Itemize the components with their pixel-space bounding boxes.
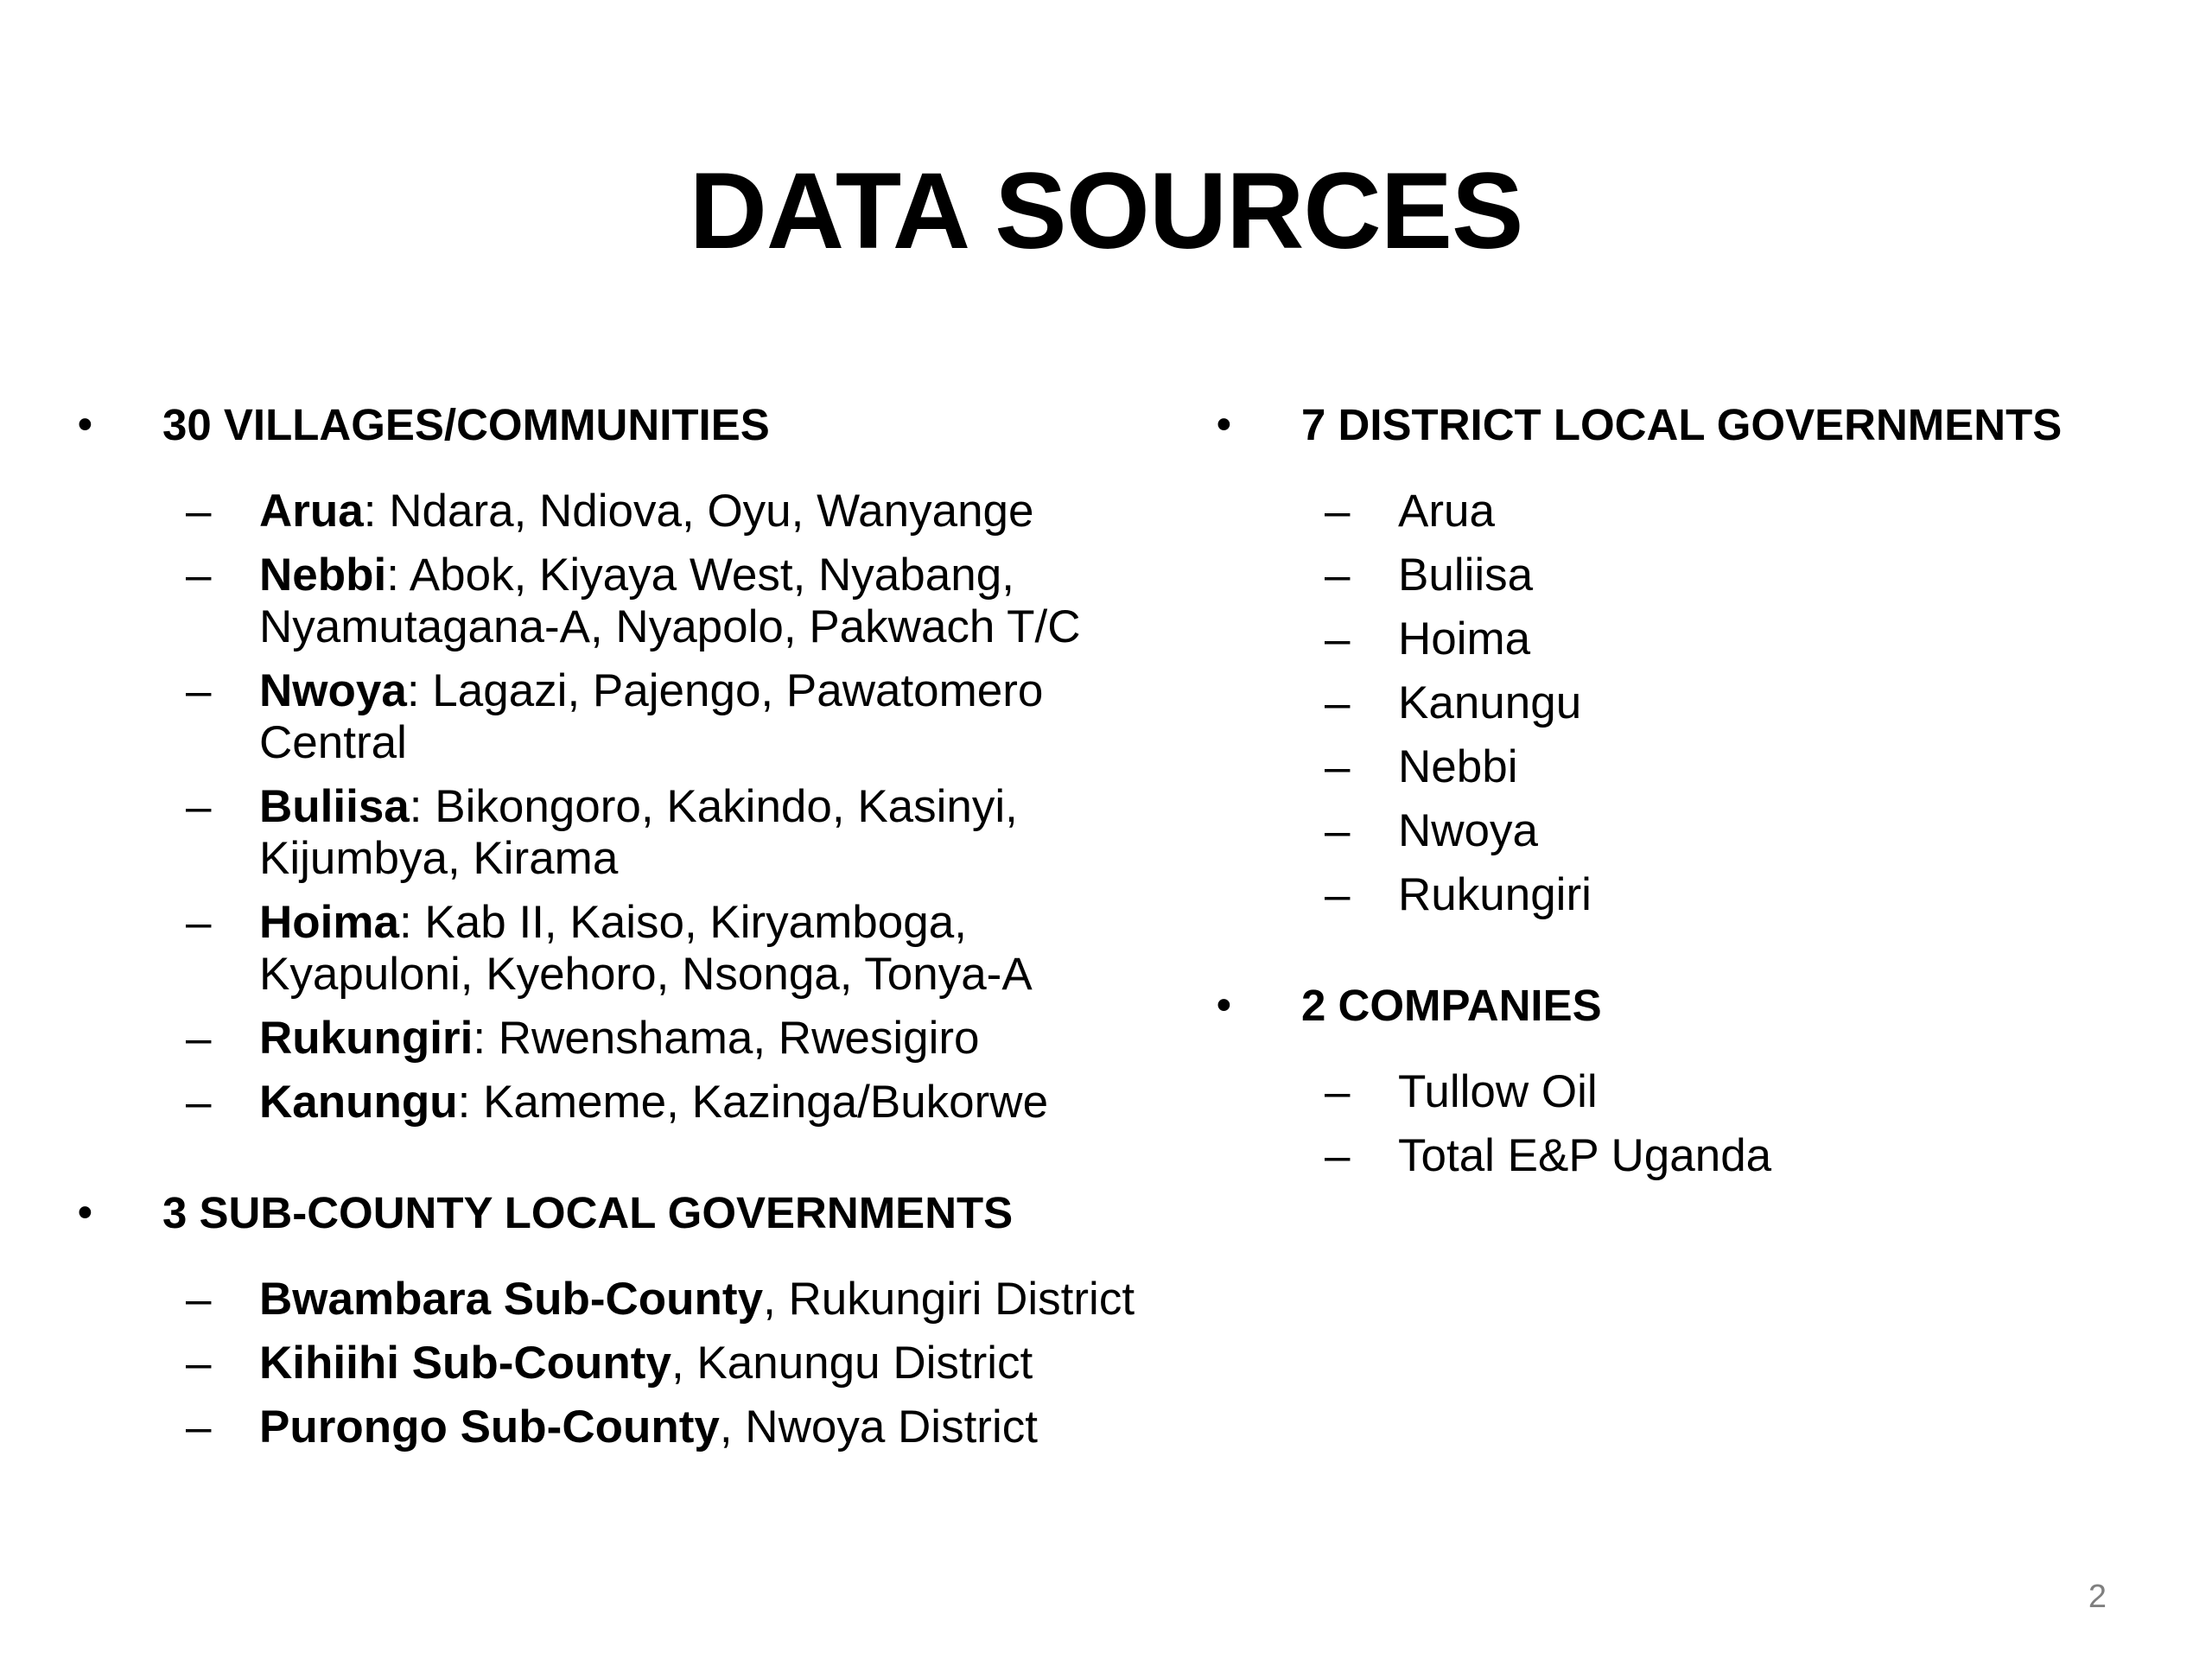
bullet-icon: • (78, 1190, 92, 1236)
dash-icon: – (186, 1274, 212, 1325)
list-item (78, 781, 1192, 885)
right-column (1217, 391, 2167, 1232)
list-item (1217, 550, 2167, 601)
district-name: Hoima (259, 897, 399, 948)
dash-icon: – (1325, 677, 1351, 728)
heading-companies: 2 COMPANIES (1301, 981, 1602, 1030)
dash-icon: – (1325, 869, 1351, 920)
page-number: 2 (2088, 1579, 2107, 1615)
district-name: Nwoya (1398, 805, 1539, 856)
dash-icon: – (1325, 1066, 1351, 1117)
dash-icon: – (186, 1013, 212, 1064)
list-item (78, 1338, 1192, 1389)
district-name: Arua (1398, 486, 1495, 537)
list-item (78, 665, 1192, 769)
village-names: : Kameme, Kazinga/Bukorwe (457, 1077, 1049, 1128)
district-name: Arua (259, 486, 364, 537)
section-heading (1217, 391, 2167, 460)
district-name: Nebbi (1398, 741, 1518, 792)
dash-icon: – (1325, 741, 1351, 792)
heading-villages: 30 VILLAGES/COMMUNITIES (162, 400, 770, 449)
district-name: Rukungiri (259, 1013, 474, 1064)
list-item (1217, 486, 2167, 537)
subcounty-name: Kihiihi Sub-County (259, 1338, 671, 1389)
district-name: Nebbi (259, 550, 387, 601)
left-column (78, 391, 1192, 1503)
list-item (78, 486, 1192, 537)
section-villages (78, 391, 1192, 1128)
list-item (78, 1013, 1192, 1065)
dash-icon: – (1325, 550, 1351, 601)
dash-icon: – (186, 781, 212, 832)
section-companies (1217, 971, 2167, 1182)
dash-icon: – (1325, 486, 1351, 537)
village-names: : Rwenshama, Rwesigiro (473, 1013, 980, 1064)
dash-icon: – (1325, 1130, 1351, 1181)
districts-list (1217, 486, 2167, 921)
village-names: : Lagazi, Pajengo, Pawatomero Central (259, 665, 1044, 768)
section-subcounties (78, 1179, 1192, 1453)
subcounty-name: Bwambara Sub-County (259, 1274, 764, 1325)
dash-icon: – (186, 665, 212, 716)
district-name: Rukungiri (1398, 869, 1592, 920)
list-item (78, 897, 1192, 1001)
district-name: Hoima (1398, 613, 1531, 664)
bullet-icon: • (1217, 982, 1231, 1028)
list-item (78, 1077, 1192, 1128)
dash-icon: – (1325, 805, 1351, 856)
heading-districts: 7 DISTRICT LOCAL GOVERNMENTS (1301, 400, 2063, 449)
dash-icon: – (186, 1077, 212, 1128)
subcounty-district: , Kanungu District (671, 1338, 1033, 1389)
district-name: Buliisa (1398, 550, 1534, 601)
heading-subcounties: 3 SUB-COUNTY LOCAL GOVERNMENTS (162, 1188, 1014, 1237)
list-item (78, 1274, 1192, 1325)
dash-icon: – (186, 897, 212, 948)
dash-icon: – (1325, 613, 1351, 664)
subcounty-district: , Nwoya District (719, 1402, 1038, 1452)
list-item (1217, 869, 2167, 921)
list-item (1217, 677, 2167, 729)
section-heading (78, 391, 1192, 460)
villages-list (78, 486, 1192, 1128)
bullet-icon: • (1217, 402, 1231, 448)
slide-title: DATA SOURCES (689, 151, 1523, 271)
list-item (78, 1402, 1192, 1453)
section-heading (78, 1179, 1192, 1248)
dash-icon: – (186, 486, 212, 537)
dash-icon: – (186, 550, 212, 601)
village-names: : Ndara, Ndiova, Oyu, Wanyange (363, 486, 1034, 537)
section-districts (1217, 391, 2167, 921)
bullet-icon: • (78, 402, 92, 448)
list-item (1217, 741, 2167, 793)
subcounty-name: Purongo Sub-County (259, 1402, 720, 1452)
dash-icon: – (186, 1402, 212, 1452)
dash-icon: – (186, 1338, 212, 1389)
district-name: Kanungu (1398, 677, 1582, 728)
district-name: Nwoya (259, 665, 407, 716)
company-name: Tullow Oil (1398, 1066, 1598, 1117)
subcounties-list (78, 1274, 1192, 1453)
section-heading (1217, 971, 2167, 1040)
village-names: : Kab II, Kaiso, Kiryamboga, Kyapuloni, Kyehoro, Nsonga, Tonya-A (259, 897, 1033, 1000)
list-item (1217, 1130, 2167, 1182)
company-name: Total E&P Uganda (1398, 1130, 1772, 1181)
companies-list (1217, 1066, 2167, 1182)
village-names: : Abok, Kiyaya West, Nyabang, Nyamutagana-A, Nyapolo, Pakwach T/C (259, 550, 1081, 652)
list-item (78, 550, 1192, 653)
district-name: Kanungu (259, 1077, 458, 1128)
list-item (1217, 613, 2167, 665)
list-item (1217, 805, 2167, 857)
district-name: Buliisa (259, 781, 410, 832)
list-item (1217, 1066, 2167, 1118)
subcounty-district: , Rukungiri District (763, 1274, 1135, 1325)
village-names: : Bikongoro, Kakindo, Kasinyi, Kijumbya, Kirama (259, 781, 1018, 884)
